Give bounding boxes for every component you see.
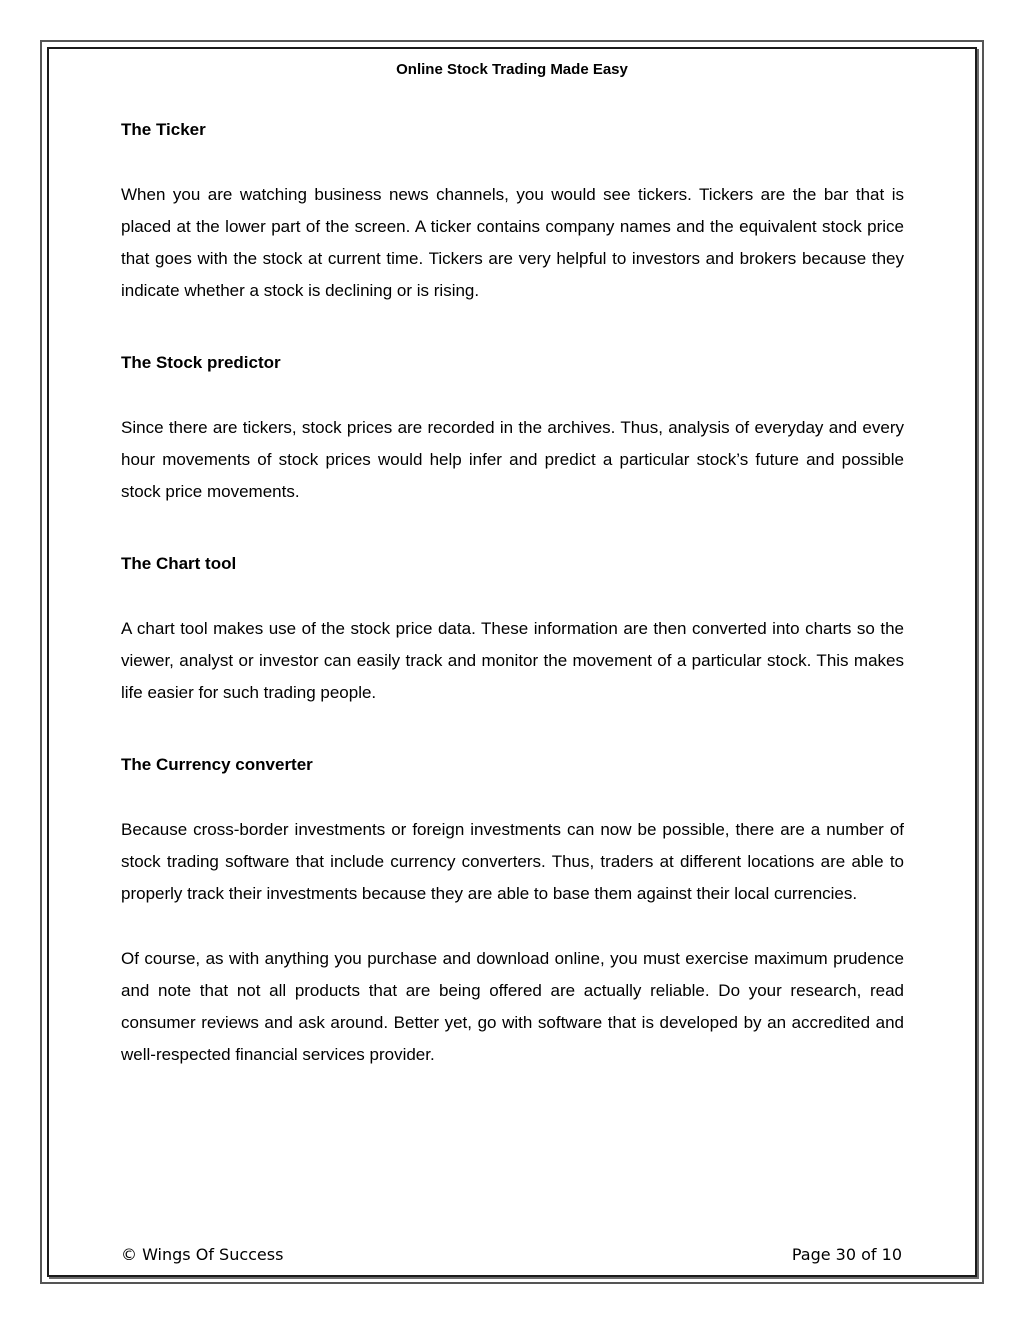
section-the-currency-converter <box>121 753 904 1071</box>
section-the-chart-tool <box>121 552 904 709</box>
section-paragraph: When you are watching business news channels, you would see tickers. Tickers are the bar that is placed at the lower part of the screen. A ticker contains company names and the equivalent stock price that goes with the stock at current time. Tickers are very helpful to investors and brokers because they indicate whether a stock is declining or is rising. <box>121 185 904 300</box>
section-heading: The Currency converter <box>121 755 313 774</box>
section-paragraph: A chart tool makes use of the stock price data. These information are then converted into charts so the viewer, analyst or investor can easily track and monitor the movement of a particular stock. This makes life easier for such trading people. <box>121 619 904 702</box>
section-the-ticker <box>121 118 904 307</box>
document-body <box>121 118 904 1071</box>
section-paragraph: Of course, as with anything you purchase and download online, you must exercise maximum prudence and note that not all products that are being offered are actually reliable. Do your research, read consumer reviews and ask around. Better yet, go with software that is developed by an accredited and well-respected financial services provider. <box>121 949 904 1064</box>
section-heading: The Ticker <box>121 120 206 139</box>
footer-copyright: © Wings Of Success <box>121 1245 284 1264</box>
section-the-stock-predictor <box>121 351 904 508</box>
section-heading: The Chart tool <box>121 554 237 573</box>
section-paragraph: Because cross-border investments or foreign investments can now be possible, there are a number of stock trading software that include currency converters. Thus, traders at different locations are able to properly track their investments because they are able to base them against their local currencies. <box>121 820 904 903</box>
footer-page-number: Page 30 of 10 <box>791 1245 902 1264</box>
section-paragraph: Since there are tickers, stock prices are recorded in the archives. Thus, analysis of everyday and every hour movements of stock prices would help infer and predict a particular stock’s future and possible stock price movements. <box>121 418 904 501</box>
section-heading: The Stock predictor <box>121 353 281 372</box>
page-header-title: Online Stock Trading Made Easy <box>396 61 628 78</box>
